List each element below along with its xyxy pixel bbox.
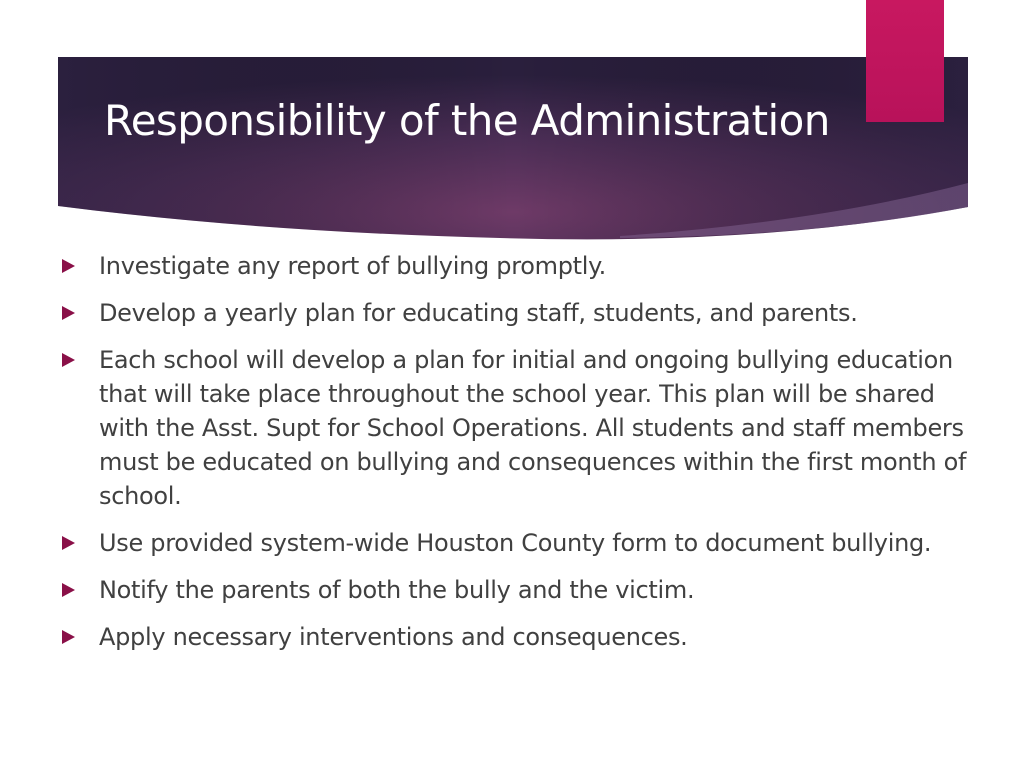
bullet-text: Investigate any report of bullying promptly. <box>99 252 606 280</box>
triangle-right-icon <box>62 583 75 597</box>
bullet-list <box>62 249 982 667</box>
triangle-right-icon <box>62 353 75 367</box>
triangle-right-icon <box>62 536 75 550</box>
slide-title: Responsibility of the Administration <box>104 96 830 145</box>
bullet-text: Develop a yearly plan for educating staff, students, and parents. <box>99 299 858 327</box>
bullet-text: Notify the parents of both the bully and the victim. <box>99 576 695 604</box>
bullet-item <box>62 249 982 283</box>
bullet-item <box>62 620 982 654</box>
bullet-text: Use provided system-wide Houston County form to document bullying. <box>99 529 932 557</box>
bullet-item <box>62 296 982 330</box>
triangle-right-icon <box>62 630 75 644</box>
bullet-text: Each school will develop a plan for initial and ongoing bullying education that will take place throughout the school year. This plan will be shared with the Asst. Supt for School Operations. All students and staff members must be educated on bullying and consequences within the first month of school. <box>99 346 967 510</box>
bullet-item <box>62 573 982 607</box>
bullet-item <box>62 343 982 513</box>
bullet-text: Apply necessary interventions and consequences. <box>99 623 688 651</box>
bullet-item <box>62 526 982 560</box>
accent-tab <box>866 0 944 122</box>
triangle-right-icon <box>62 259 75 273</box>
triangle-right-icon <box>62 306 75 320</box>
